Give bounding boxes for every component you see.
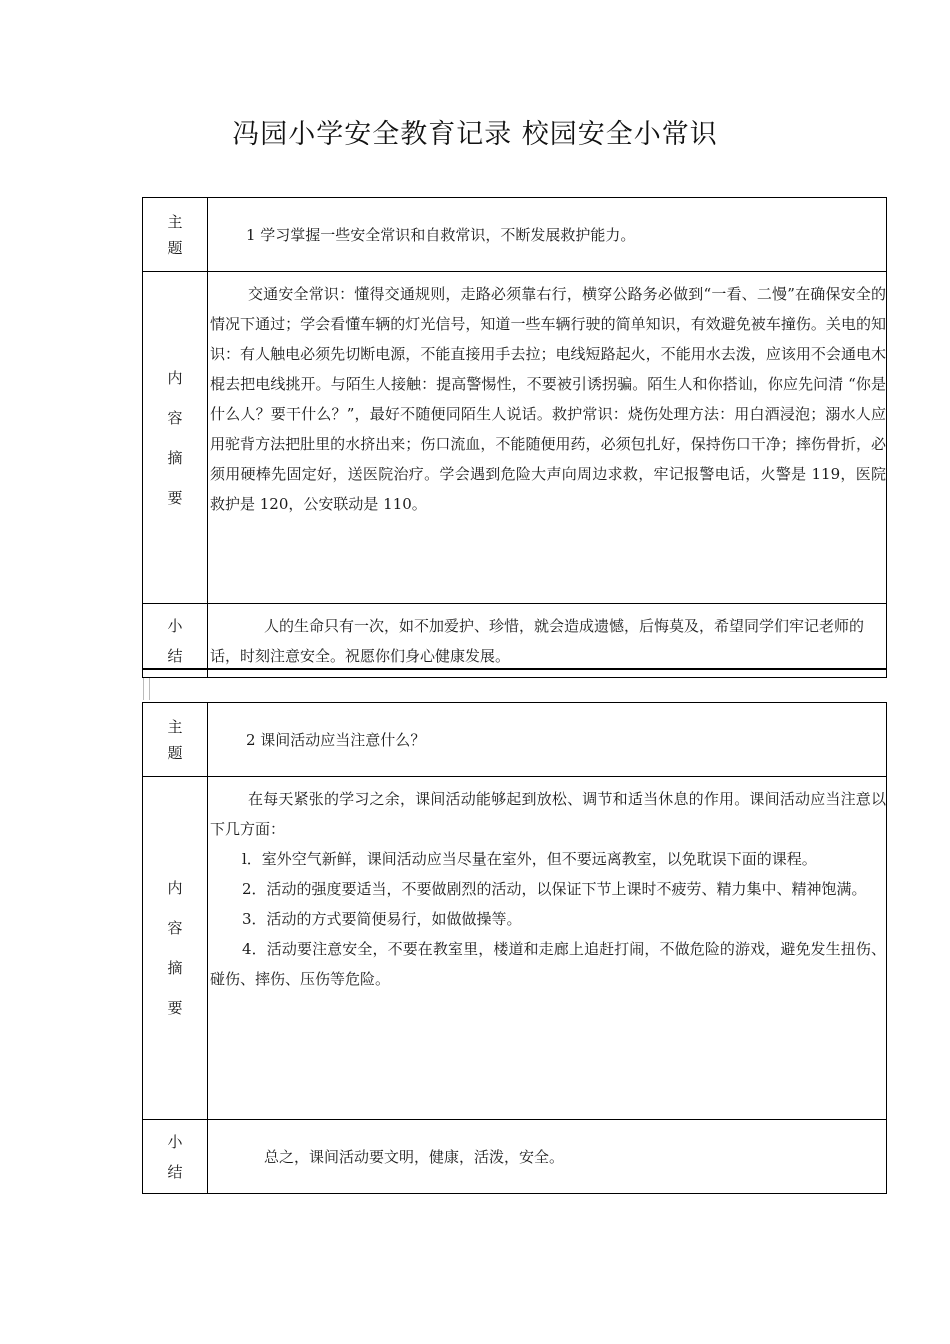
content-item: 4．活动要注意安全，不要在教室里，楼道和走廊上追赶打闹，不做危险的游戏，避免发生扭伤、碰伤、摔伤、压伤等危险。: [210, 940, 886, 988]
label-char: 要: [167, 488, 183, 507]
content-summary-cell: [208, 777, 887, 1120]
content-row: [143, 777, 887, 1120]
summary-text: 总之，课间活动要文明，健康，活泼，安全。: [264, 1147, 565, 1166]
topic-text: 1 学习掌握一些安全常识和自救常识，不断发展救护能力。: [208, 198, 887, 272]
safety-record-table-2: [142, 702, 887, 1194]
content-label: [143, 272, 208, 604]
summary-label: [143, 1120, 208, 1194]
label-char: 主: [167, 717, 183, 736]
label-char: 主: [167, 212, 183, 231]
label-char: 题: [167, 238, 183, 257]
label-char: 容: [167, 919, 183, 937]
topic-label: [143, 198, 208, 272]
summary-text-cell: [208, 604, 887, 678]
label-char: 小: [167, 1132, 183, 1151]
content-item: 2．活动的强度要适当，不要做剧烈的活动，以保证下节上课时不疲劳、精力集中、精神饱满。: [242, 880, 867, 898]
label-char: 题: [167, 743, 183, 762]
label-char: 结: [167, 1162, 183, 1181]
summary-label: [143, 604, 208, 678]
safety-record-table-1: [142, 197, 887, 678]
content-label: [143, 777, 208, 1120]
label-char: 内: [167, 879, 183, 897]
summary-row: [143, 604, 887, 678]
topic-text: 2 课间活动应当注意什么？: [208, 703, 887, 777]
label-char: 摘: [167, 448, 183, 467]
content-item: 3．活动的方式要简便易行，如做做操等。: [242, 910, 522, 928]
label-char: 内: [167, 368, 183, 387]
content-summary-cell: [208, 272, 887, 604]
page-title: 冯园小学安全教育记录 校园安全小常识: [232, 119, 718, 150]
content-row: [143, 272, 887, 604]
label-char: 容: [167, 408, 183, 427]
label-char: 结: [167, 646, 183, 665]
content-paragraph: 交通安全常识：懂得交通规则，走路必须靠右行，横穿公路务必做到“一看、二慢”在确保安全的情况下通过；学会看懂车辆的灯光信号，知道一些车辆行驶的简单知识，有效避免被车撞伤。关电的知识：有人触电必须先切断电源，不能直接用手去拉；电线短路起火，不能用水去泼，应该用不会通电木棍去把电线挑开。与陌生人接触：提高警惕性，不要被引诱拐骗。陌生人和你搭讪，你应先问清 “你是什么人？要干什么？”，最好不随便同陌生人说话。救护常识：烧伤处理方法：用白酒浸泡；溺水人应用驼背方法把肚里的水挤出来；伤口流血，不能随便用药，必须包扎好，保持伤口干净；摔伤骨折，必须用硬棒先固定好，送医院治疗。学会遇到危险大声向周边求救，牢记报警电话，火警是 119，医院救护是 120，公安联动是 110。: [210, 285, 886, 513]
page-break-marker: [143, 678, 150, 700]
table-bottom-rule: [142, 668, 887, 670]
label-char: 小: [167, 616, 183, 635]
topic-row: [143, 703, 887, 777]
topic-row: [143, 198, 887, 272]
label-char: 摘: [167, 959, 183, 977]
content-intro: 在每天紧张的学习之余，课间活动能够起到放松、调节和适当休息的作用。课间活动应当注意以下几方面：: [210, 790, 886, 838]
summary-text: 人的生命只有一次，如不加爱护、珍惜，就会造成遗憾，后悔莫及，希望同学们牢记老师的话，时刻注意安全。祝愿你们身心健康发展。: [210, 616, 865, 665]
content-item: l．室外空气新鲜，课间活动应当尽量在室外，但不要远离教室，以免耽误下面的课程。: [242, 850, 817, 868]
summary-row: [143, 1120, 887, 1194]
label-char: 要: [167, 999, 183, 1017]
summary-text-cell: [208, 1120, 887, 1194]
topic-label: [143, 703, 208, 777]
